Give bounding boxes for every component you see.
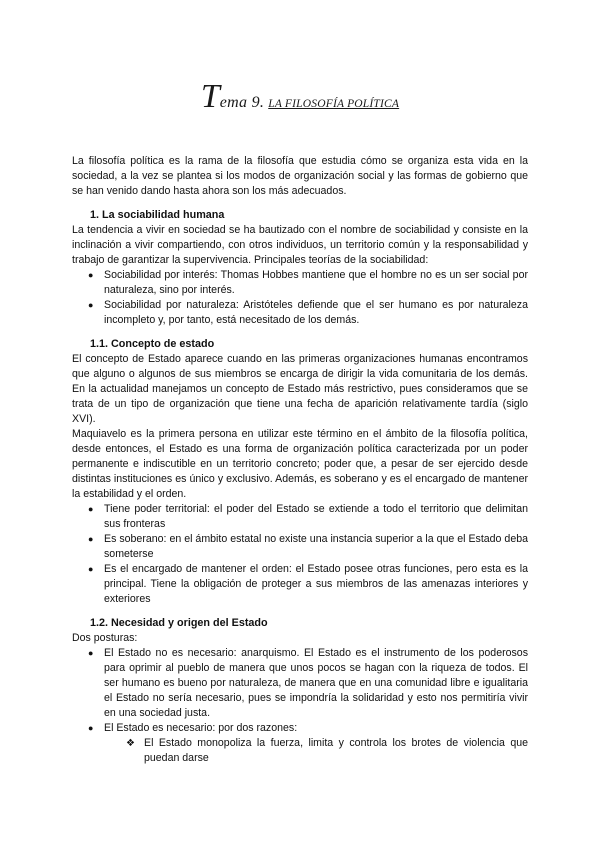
list-item: ● Sociabilidad por interés: Thomas Hobbes mantiene que el hombre no es un ser social por naturaleza, sino por interés. [88, 269, 528, 296]
bullet-icon: ● [88, 300, 94, 310]
list-item: ● El Estado es necesario: por dos razones: ❖ El Estado monopoliza la fuerza, limita y controla los brotes de violencia que puedan darse [88, 722, 528, 764]
bullet-icon: ● [88, 723, 94, 733]
section-heading-concepto-estado: 1.1. Concepto de estado [90, 338, 215, 350]
estado-features-list [72, 502, 528, 607]
bullet-icon: ● [88, 270, 94, 280]
bullet-icon: ● [88, 504, 94, 514]
section-paragraph-concepto-1: El concepto de Estado aparece cuando en las primeras organizaciones humanas encontramos que alguno o algunos de sus miembros se encarga de dirigir la vida comunitaria de los demás. En la actualidad manejamos un concepto de Estado más restrictivo, pues consideramos que se trata de un tipo de organización que tiene una fecha de aparición relativamente tardía (siglo XVI). [72, 353, 528, 425]
bullet-icon: ● [88, 564, 94, 574]
intro-paragraph: La filosofía política es la rama de la filosofía que estudia cómo se organiza esta vida en la sociedad, a la vez se plantea si los modos de organización social y las formas de gobierno que se han venido dando hasta ahora son los más adecuados. [72, 155, 528, 197]
section-lead-posturas: Dos posturas: [72, 632, 138, 644]
razones-list [104, 736, 528, 766]
document-page [72, 78, 528, 766]
list-item: ● El Estado no es necesario: anarquismo. El Estado es el instrumento de los poderosos para oprimir al pueblo de manera que unos pocos se hagan con la riqueza de todos. El ser humano es bueno por naturaleza, de manera que en una comunidad libre e igualitaria el Estado no sería necesario, pues se impondría la solidaridad y esto nos permitiría vivir en una sociedad justa. [88, 647, 528, 719]
title-initial: T [200, 78, 220, 115]
sociabilidad-list [72, 268, 528, 328]
bullet-icon: ● [88, 534, 94, 544]
list-item: ● Sociabilidad por naturaleza: Aristóteles defiende que el ser humano es por naturaleza incompleto y, por tanto, está necesitado de los demás. [88, 299, 528, 326]
title-topic-number: ema 9. [219, 94, 265, 111]
list-item: ● Es soberano: en el ámbito estatal no existe una instancia superior a la que el Estado deba someterse [88, 533, 528, 560]
section-paragraph-concepto-2: Maquiavelo es la primera persona en utilizar este término en el ámbito de la filosofía política, desde entonces, el Estado es una forma de organización política caracterizada por un poder permanente e indiscutible en un territorio concreto; poder que, a pesar de ser ejercido desde distintas instituciones es único y exclusivo. Además, es soberano y es el encargado de mantener la estabilidad y el orden. [72, 428, 528, 500]
diamond-bullet-icon: ❖ [126, 738, 135, 749]
section-heading-sociabilidad: 1. La sociabilidad humana [90, 209, 225, 221]
list-item: ❖ El Estado monopoliza la fuerza, limita y controla los brotes de violencia que puedan darse [126, 737, 528, 764]
page-title [72, 78, 528, 116]
list-item: ● Es el encargado de mantener el orden: el Estado posee otras funciones, pero esta es la principal. Tiene la obligación de proteger a sus miembros de las amenazas interiores y exteriores [88, 563, 528, 605]
section-paragraph-sociabilidad: La tendencia a vivir en sociedad se ha bautizado con el nombre de sociabilidad y consiste en la inclinación a vivir compartiendo, con otros individuos, un territorio común y la responsabilidad y trabajo de garantizar la supervivencia. Principales teorías de la sociabilidad: [72, 224, 528, 266]
list-item: ● Tiene poder territorial: el poder del Estado se extiende a todo el territorio que delimitan sus fronteras [88, 503, 528, 530]
section-heading-necesidad-estado: 1.2. Necesidad y origen del Estado [90, 617, 268, 629]
posturas-list [72, 646, 528, 766]
title-topic-name: LA FILOSOFÍA POLÍTICA [268, 98, 400, 110]
bullet-icon: ● [88, 648, 94, 658]
